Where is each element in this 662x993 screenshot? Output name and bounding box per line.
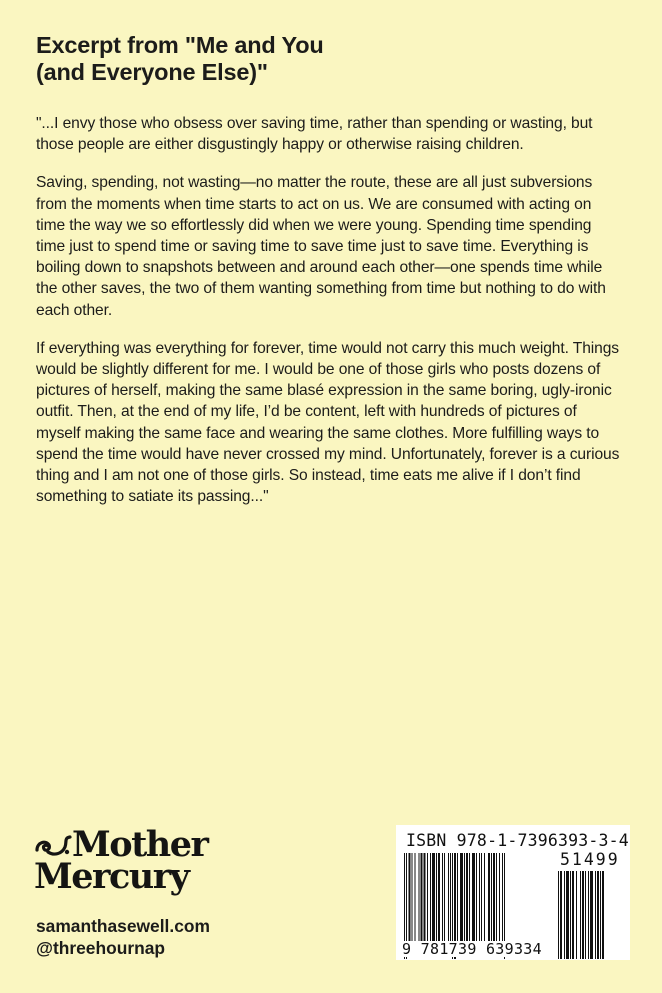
excerpt-title-line-1: Excerpt from "Me and You: [36, 32, 324, 58]
website-link[interactable]: samanthasewell.com: [36, 916, 210, 936]
isbn-label: ISBN 978-1-7396393-3-4: [406, 831, 629, 850]
swirl-ornament-icon: [34, 834, 72, 858]
excerpt-title: [36, 32, 396, 86]
excerpt-paragraph-1: "...I envy those who obsess over saving time, rather than spending or wasting, but those people are either disgustingly happy or otherwise raising children.: [36, 115, 593, 154]
barcode-digits: 9 781739 639334: [402, 940, 542, 958]
publisher-logo: [34, 824, 234, 897]
excerpt-body: [36, 113, 620, 524]
publisher-name-line-2: Mercury: [34, 856, 189, 897]
author-links: [36, 915, 210, 959]
excerpt-paragraph-2: Saving, spending, not wasting—no matter the route, these are all just subversions from the moments when time starts to act on us. We are consumed with acting on time the way we so effortlessly did when we were young. Spending time spending time just to spend time or saving time to save time just to save time. Everything is boiling down to snapshots between and around each other—one spends time while the other saves, the two of them wanting something from time but nothing to do with each other.: [36, 174, 606, 319]
publisher-name-line-1: Mother: [72, 824, 208, 865]
excerpt-paragraph-3: If everything was everything for forever, time would not carry this much weight. Things would be slightly different for me. I would be one of those girls who posts dozens of pictures of herself, making the same blasé expression in the same boring, ugly-ironic outfit. Then, at the end of my life, I’d be content, left with hundreds of pictures of myself making the same face and wearing the same clothes. More fulfilling ways to spend the time would have never crossed my mind. Unfortunately, forever is a curious thing and I am not one of those girls. So instead, time eats me alive if I don’t find something to satiate its passing...": [36, 339, 620, 506]
social-handle-link[interactable]: @threehournap: [36, 938, 166, 958]
barcode-addon-bars: [558, 871, 626, 959]
excerpt-title-line-2: (and Everyone Else)": [36, 59, 268, 85]
price-code: 51499: [560, 850, 620, 869]
isbn-barcode: [396, 825, 630, 960]
